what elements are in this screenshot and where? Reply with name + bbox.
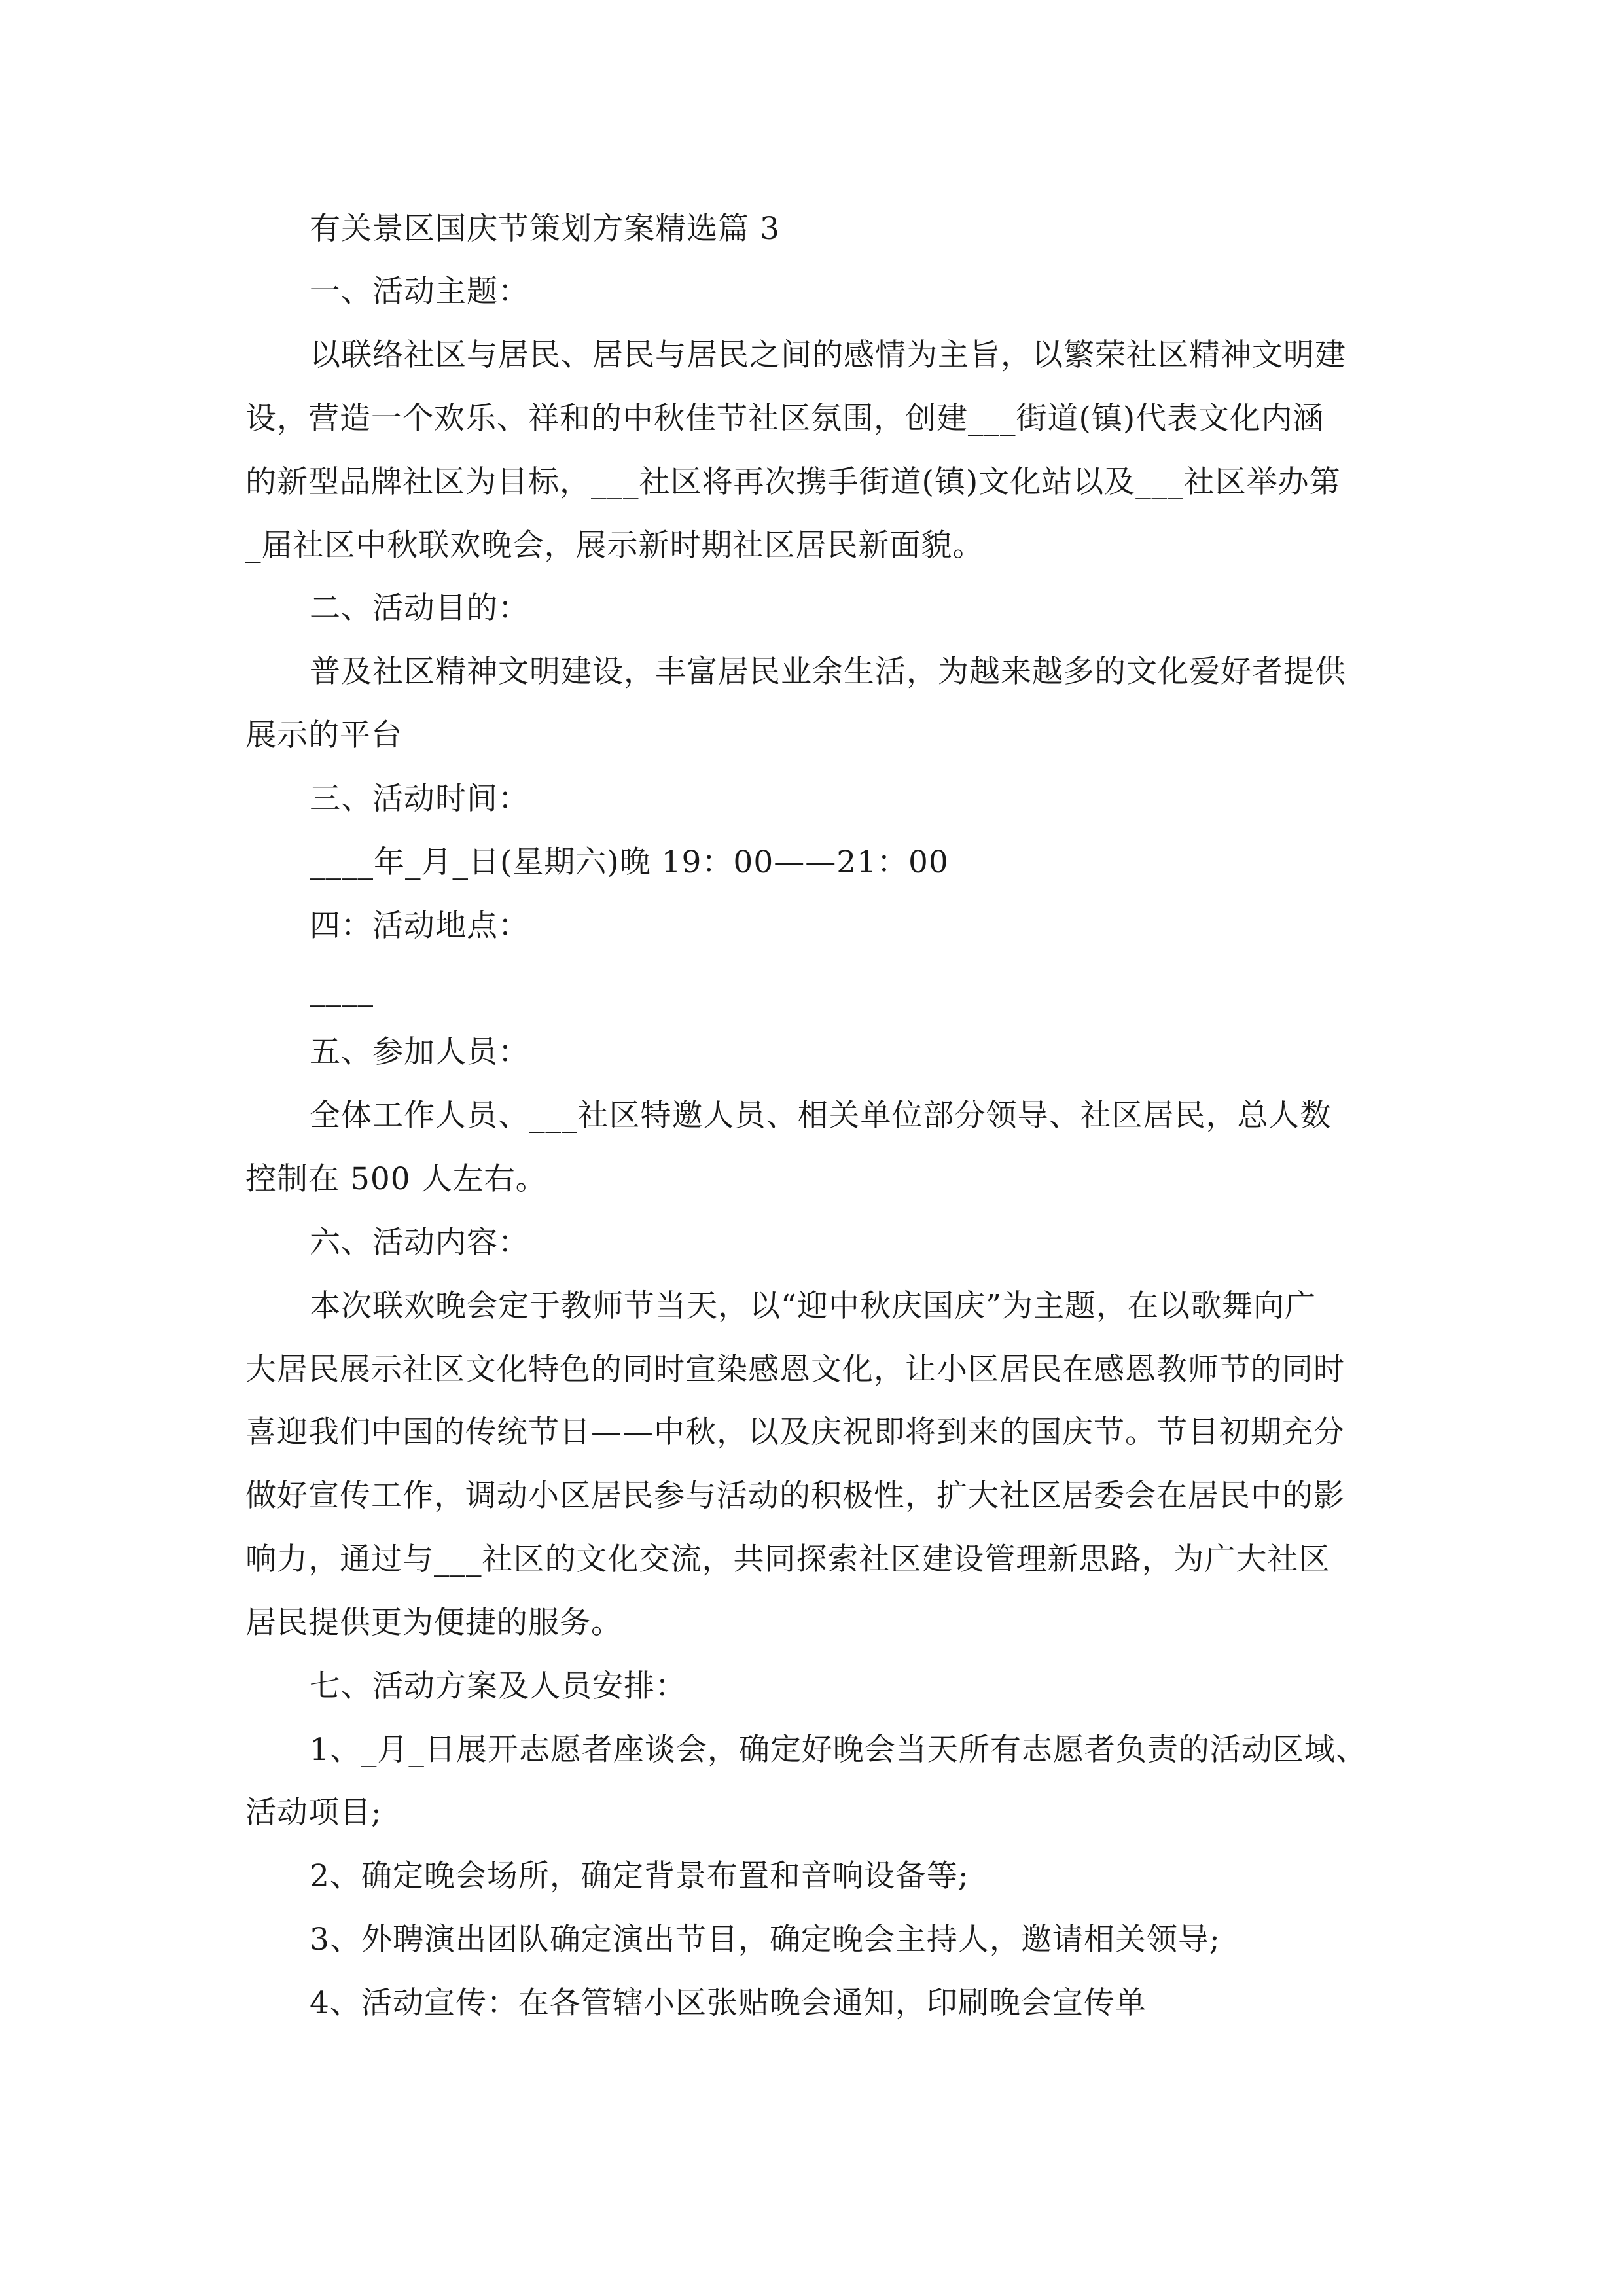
section-heading-participants: 五、参加人员：	[310, 1034, 529, 1070]
paragraph-line: 大居民展示社区文化特色的同时宣染感恩文化，让小区居民在感恩教师节的同时	[245, 1352, 1345, 1388]
paragraph-line: 喜迎我们中国的传统节日——中秋，以及庆祝即将到来的国庆节。节目初期充分	[245, 1414, 1345, 1450]
document-title: 有关景区国庆节策划方案精选篇 3	[310, 211, 780, 247]
paragraph-line: 设，营造一个欢乐、祥和的中秋佳节社区氛围，创建___街道(镇)代表文化内涵	[245, 401, 1325, 437]
list-item: 1、_月_日展开志愿者座谈会，确定好晚会当天所有志愿者负责的活动区域、	[310, 1732, 1367, 1768]
section-heading-content: 六、活动内容：	[310, 1225, 529, 1261]
paragraph-line: 做好宣传工作，调动小区居民参与活动的积极性，扩大社区居委会在居民中的影	[245, 1478, 1345, 1514]
paragraph-line: 响力，通过与___社区的文化交流，共同探索社区建设管理新思路，为广大社区	[245, 1541, 1330, 1577]
paragraph-line: 活动项目;	[245, 1795, 382, 1831]
section-heading-time: 三、活动时间：	[310, 781, 529, 817]
paragraph-line: 普及社区精神文明建设，丰富居民业余生活，为越来越多的文化爱好者提供	[310, 654, 1346, 690]
list-item: 2、确定晚会场所，确定背景布置和音响设备等;	[310, 1858, 969, 1894]
section-heading-arrangement: 七、活动方案及人员安排：	[310, 1668, 687, 1704]
section-heading-theme: 一、活动主题：	[310, 274, 529, 310]
paragraph-line: 的新型品牌社区为目标，___社区将再次携手街道(镇)文化站以及___社区举办第	[245, 464, 1341, 500]
paragraph-line: 展示的平台	[245, 717, 402, 753]
paragraph-line: 本次联欢晚会定于教师节当天，以“迎中秋庆国庆”为主题，在以歌舞向广	[310, 1288, 1317, 1324]
paragraph-line: 控制在 500 人左右。	[245, 1161, 547, 1197]
list-item: 4、活动宣传：在各管辖小区张贴晚会通知，印刷晚会宣传单	[310, 1985, 1147, 2021]
section-heading-location: 四：活动地点：	[310, 908, 529, 944]
list-item: 3、外聘演出团队确定演出节目，确定晚会主持人，邀请相关领导;	[310, 1922, 1221, 1958]
paragraph-line: ____年_月_日(星期六)晚 19：00——21：00	[310, 844, 949, 880]
paragraph-line: 全体工作人员、___社区特邀人员、相关单位部分领导、社区居民，总人数	[310, 1098, 1332, 1134]
paragraph-line: 居民提供更为便捷的服务。	[245, 1605, 622, 1641]
paragraph-line: 以联络社区与居民、居民与居民之间的感情为主旨，以繁荣社区精神文明建	[310, 337, 1346, 373]
paragraph-line: _届社区中秋联欢晚会，展示新时期社区居民新面貌。	[245, 528, 984, 564]
section-heading-purpose: 二、活动目的：	[310, 590, 529, 626]
location-blank: ____	[310, 971, 374, 1007]
